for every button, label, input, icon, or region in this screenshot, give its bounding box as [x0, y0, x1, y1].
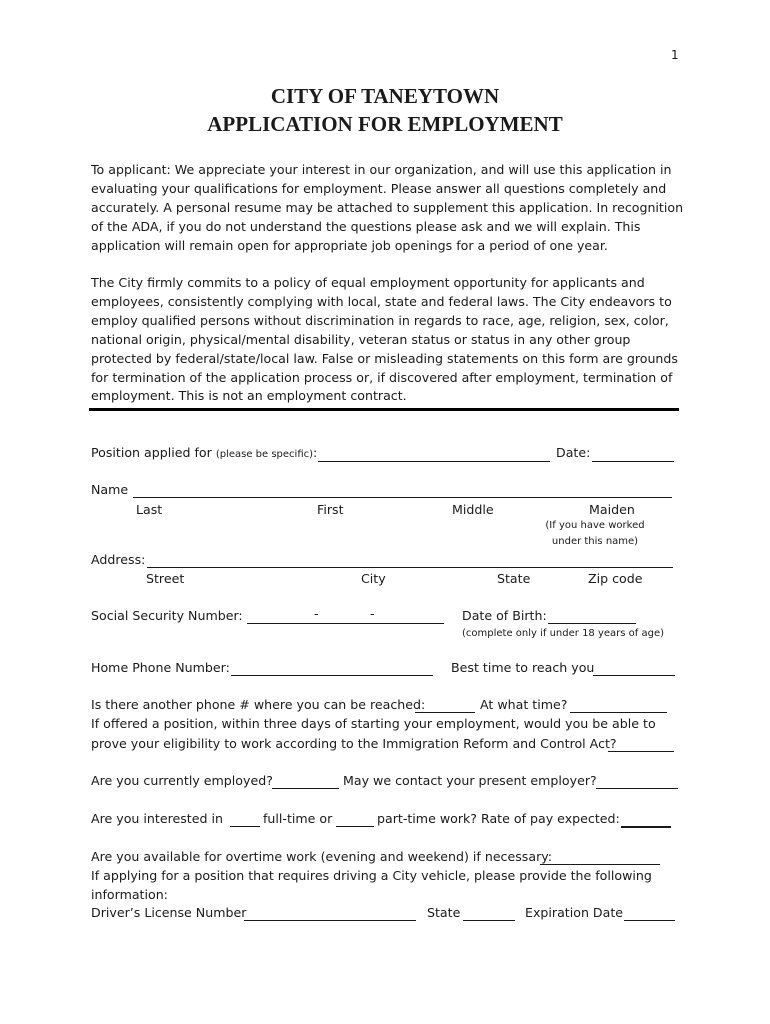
overtime-field[interactable]	[540, 853, 660, 865]
maiden-note-line1: (If you have worked	[545, 520, 645, 531]
vehicle-question-line1: If applying for a position that requires driving a City vehicle, please provide the following	[91, 868, 652, 883]
fulltime-field[interactable]	[230, 815, 260, 827]
ssn-dash-2: -	[370, 606, 375, 621]
ssn-field[interactable]	[247, 612, 444, 624]
license-state-field[interactable]	[463, 909, 515, 921]
eligibility-question-line2: prove your eligibility to work according to the Immigration Reform and Control Act?	[91, 736, 617, 751]
eeo-paragraph: The City firmly commits to a policy of equal employment opportunity for applicants and employees, consistently complying with local, state and federal laws. The City endeavors to employ qualified persons without discrimination in regards to race, age, religion, sex, color, national origin, physical/mental disability, veteran status or status in any other group protected by federal/state/local law. False or misleading statements on this form are grounds for termination of the application process or, if discovered after employment, termination of employment. This is not an employment contract.	[91, 275, 678, 404]
name-maiden-caption: Maiden	[589, 502, 635, 517]
dob-field[interactable]	[548, 612, 636, 624]
position-hint: (please be specific)	[215, 449, 314, 460]
section-divider	[89, 408, 679, 411]
expiration-field[interactable]	[624, 909, 675, 921]
name-last-caption: Last	[136, 502, 163, 517]
address-label: Address:	[91, 552, 146, 567]
what-time-field[interactable]	[570, 701, 667, 713]
license-label: Driver’s License Number	[91, 905, 247, 920]
dob-note: (complete only if under 18 years of age)	[462, 628, 665, 639]
form-title: CITY OF TANEYTOWN	[270, 84, 500, 108]
position-row	[91, 445, 317, 460]
page-number: 1	[671, 48, 679, 62]
other-phone-label: Is there another phone # where you can be reached:	[91, 697, 426, 712]
intro-paragraph: To applicant: We appreciate your interest in our organization, and will use this application in evaluating your qualifications for employment. Please answer all questions completely and accurately. A personal resume may be attached to supplement this application. In recognition of the ADA, if you do not understand the questions please ask and we will explain. This application will remain open for appropriate job openings for a period of one year.	[91, 162, 684, 253]
maiden-note-line2: under this name)	[551, 536, 639, 547]
interested-label: Are you interested in	[91, 811, 223, 826]
position-colon: :	[313, 445, 318, 460]
date-label: Date:	[556, 445, 591, 460]
name-first-caption: First	[317, 502, 344, 517]
ssn-label: Social Security Number:	[91, 608, 243, 623]
overtime-label: Are you available for overtime work (evening and weekend) if necessary:	[91, 849, 553, 864]
vehicle-question-line2: information:	[91, 887, 168, 902]
dob-label: Date of Birth:	[462, 608, 547, 623]
position-field[interactable]	[318, 450, 550, 462]
home-phone-field[interactable]	[231, 664, 433, 676]
what-time-label: At what time?	[480, 697, 568, 712]
employed-label: Are you currently employed?	[91, 773, 273, 788]
eligibility-field[interactable]	[608, 740, 674, 752]
name-middle-caption: Middle	[452, 502, 494, 517]
eligibility-question-line1: If offered a position, within three days of starting your employment, would you be able to	[91, 716, 656, 731]
address-city-caption: City	[361, 571, 386, 586]
fulltime-label: full-time or	[263, 811, 333, 826]
expiration-label: Expiration Date	[525, 905, 624, 920]
address-state-caption: State	[497, 571, 531, 586]
parttime-label: part-time work? Rate of pay expected:	[377, 811, 620, 826]
best-time-field[interactable]	[593, 664, 675, 676]
form-subtitle: APPLICATION FOR EMPLOYMENT	[207, 112, 563, 136]
name-field[interactable]	[133, 486, 672, 498]
contact-employer-label: May we contact your present employer?	[343, 773, 597, 788]
employed-field[interactable]	[272, 777, 339, 789]
date-field[interactable]	[592, 450, 674, 462]
ssn-dash-1: -	[314, 606, 319, 621]
address-zip-caption: Zip code	[588, 571, 643, 586]
pay-expected-field[interactable]	[621, 815, 671, 828]
license-number-field[interactable]	[244, 909, 416, 921]
address-street-caption: Street	[146, 571, 185, 586]
parttime-field[interactable]	[336, 815, 374, 827]
best-time-label: Best time to reach you	[451, 660, 595, 675]
name-label: Name	[91, 482, 129, 497]
address-field[interactable]	[147, 556, 673, 568]
contact-employer-field[interactable]	[596, 777, 678, 789]
position-label: Position applied for	[91, 445, 216, 460]
other-phone-field[interactable]	[415, 701, 475, 713]
license-state-label: State	[427, 905, 461, 920]
home-phone-label: Home Phone Number:	[91, 660, 230, 675]
